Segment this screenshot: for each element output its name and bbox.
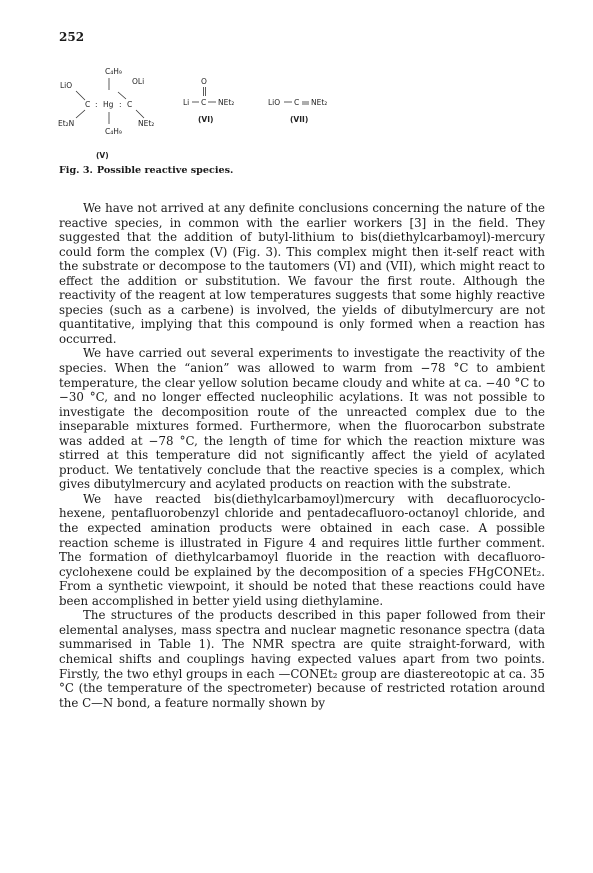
vi-carbon: C [201,98,207,107]
structure-vii [268,98,327,124]
v-left-c: C [85,100,91,109]
bond [76,110,85,118]
reactive-species-scheme [58,62,538,182]
v-right-c: C [127,100,133,109]
structure-vi [183,77,234,124]
bond [76,91,85,100]
paragraph: We have not arrived at any definite conclusions concerning the nature of the reactive species, in common with the earlier workers [3] in the field. They suggested that the addition of butyl-lithium to bis(diethylcarbamoyl)-mercury could form the complex (V) (Fig. 3). This complex might then it-self react with the substrate or decompose to the tautomers (VI) and (VII), which might react to effect the addition or substitution. We favour the first route. Although the reactivity of the reagent at low temperatures suggests that some highly reactive species (such as a carbene) is involved, the yields of dibutylmercury are not quantitative, implying that this compound is only formed when a reaction has occurred. [59,201,545,346]
v-butyl-bottom: C₄H₉ [105,127,122,136]
figure-caption [59,165,233,176]
v-colon-right: : [119,100,122,109]
structure-v [58,67,154,160]
vi-li: Li [183,98,190,107]
v-label: (V) [96,151,109,160]
v-colon-left: : [95,100,98,109]
page-number: 252 [59,30,85,44]
paragraph: We have reacted bis(diethylcarbamoyl)mercury with decafluorocyclo-hexene, pentafluorobenzyl chloride and pentadecafluoro-octanoyl chloride, and the expected amination products were obtained in each case. A possible reaction scheme is illustrated in Figure 4 and requires little further comment. The formation of diethylcarbamoyl fluoride in the reaction with decafluoro-cyclohexene could be explained by the decomposition of a species FHgCONEt₂. From a synthetic viewpoint, it should be noted that these reactions could have been accomplished in better yield using diethylamine. [59,491,545,608]
bond [136,110,144,118]
vi-oxygen: O [201,77,207,86]
vi-label: (VI) [198,115,214,124]
paragraph: The structures of the products described in this paper followed from their elemental analyses, mass spectra and nuclear magnetic resonance spectra (data summarised in Table 1). The NMR spectra are quite straight-forward, with chemical shifts and couplings having expected values apart from two points. Firstly, the two ethyl groups in each —CONEt₂ group are diastereotopic at ca. 35 °C (the temperature of the spectrometer) because of restricted rotation around the C—N bond, a feature normally shown by [59,608,545,710]
vi-net2: NEt₂ [218,98,235,107]
bond [118,92,126,99]
v-left-bottom: Et₂N [58,119,75,128]
v-hg: Hg [103,100,114,109]
v-right-top: OLi [132,77,145,86]
v-left-top: LiO [60,81,73,90]
vii-carbon: C [294,98,300,107]
figure-title: Possible reactive species. [96,165,234,176]
paragraph: We have carried out several experiments to investigate the reactivity of the species. When the “anion” was allowed to warm from −78 °C to ambient temperature, the clear yellow solution became cloudy and white at ca. −40 °C to −30 °C, and no longer effected nucleophilic acylations. It was not possible to investigate the decomposition route of the unreacted complex due to the inseparable mixtures formed. Furthermore, when the fluorocarbon substrate was added at −78 °C, the length of time for which the reaction mixture was stirred at this temperature did not significantly affect the yield of acylated product. We tentatively conclude that the reactive species is a complex, which gives dibutylmercury and acylated products on reaction with the substrate. [59,346,545,492]
v-right-bottom: NEt₂ [138,119,155,128]
vii-net2: NEt₂ [311,98,328,107]
figure-label: Fig. 3. [59,165,93,176]
vii-label: (VII) [290,115,309,124]
v-butyl-top: C₄H₉ [105,67,122,76]
vii-lio: LiO [268,98,281,107]
body-text [59,201,545,710]
